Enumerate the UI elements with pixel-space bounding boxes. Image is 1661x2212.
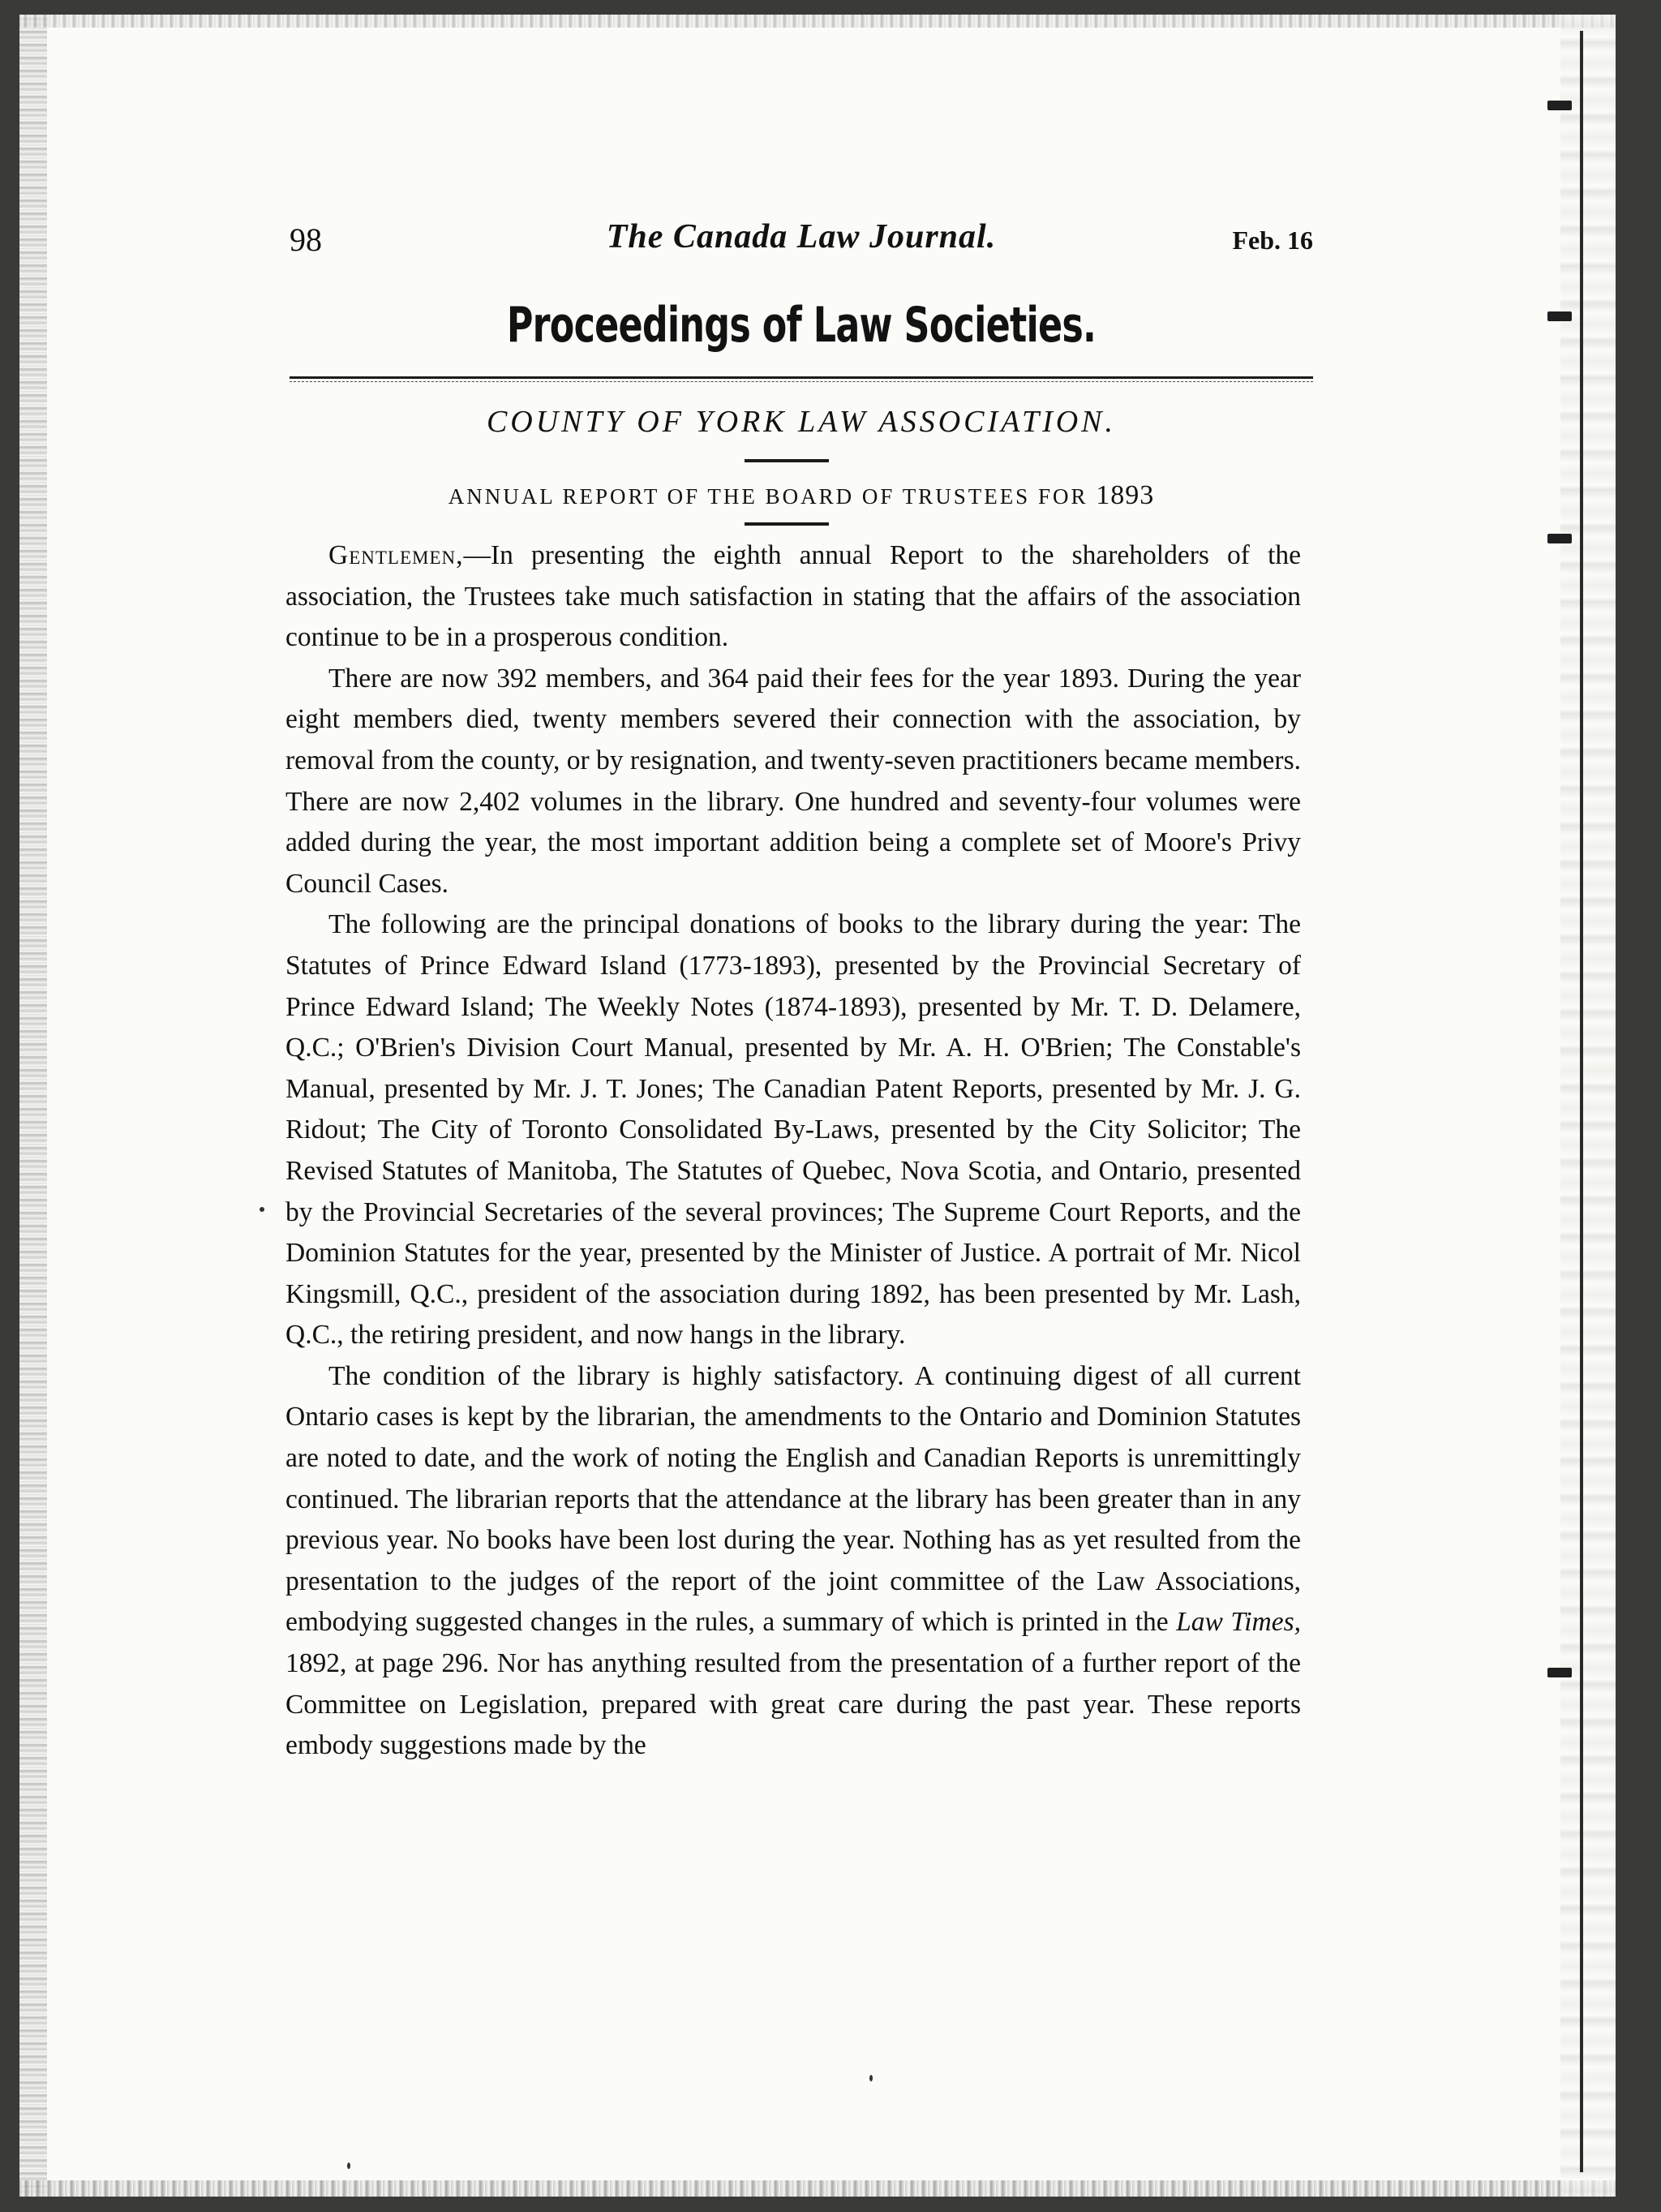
paragraph-1-text: —In presenting the eighth annual Report to the shareholders of the association, the Trustees take much satisfaction in stating that the affairs of the association continue to be in a prosperous condition. bbox=[285, 540, 1301, 653]
journal-title: The Canada Law Journal. bbox=[606, 218, 997, 256]
page-edge-right bbox=[1560, 15, 1616, 2197]
paragraph-4 bbox=[285, 1356, 1301, 1767]
paragraph-3: The following are the principal donations of books to the library during the year: The Statutes of Prince Edward Island (1773-1893), presented by the Provincial Secretary of Prince Edward Island; The Weekly Notes (1874-1893), presented by Mr. T. D. Delamere, Q.C.; O'Brien's Division Court Manual, presented by Mr. A. H. O'Brien; The Constable's Manual, presented by Mr. J. T. Jones; The Canadian Patent Reports, presented by Mr. J. G. Ridout; The City of Toronto Consolidated By-Laws, presented by the City Solicitor; The Revised Statutes of Manitoba, The Statutes of Quebec, Nova Scotia, and Ontario, presented by the Provincial Secretaries of the several provinces; The Supreme Court Reports, and the Dominion Statutes for the year, presented by the Minister of Justice. A portrait of Mr. Nicol Kingsmill, Q.C., president of the association during 1892, has been presented by Mr. Lash, Q.C., the retiring president, and now hangs in the library. bbox=[285, 909, 1301, 1351]
page-edge-left bbox=[19, 15, 47, 2197]
page-date: Feb. 16 bbox=[1232, 225, 1313, 255]
report-subtitle-text: ANNUAL REPORT OF THE BOARD OF TRUSTEES FOR bbox=[448, 484, 1088, 509]
running-head bbox=[290, 214, 1313, 268]
binding-line bbox=[1580, 31, 1583, 2172]
report-body bbox=[285, 535, 1301, 1767]
page-number: 98 bbox=[290, 221, 322, 258]
binding-mark bbox=[1547, 1668, 1572, 1677]
section-rule-dashed bbox=[290, 381, 1313, 382]
short-rule bbox=[745, 522, 829, 526]
ink-speck bbox=[347, 2163, 350, 2169]
paragraph-4-text-b: 1892, at page 296. Nor has anything resulted from the presentation of a further report of the Committee on Legislation, prepared with great care during the past year. These reports embody suggestions made by the bbox=[285, 1648, 1301, 1761]
report-subtitle bbox=[290, 480, 1313, 511]
paragraph-2: There are now 392 members, and 364 paid their fees for the year 1893. During the year eight members died, twenty members severed their connection with the association, by removal from the county, or by resignation, and twenty-seven practitioners became members. There are now 2,402 volumes in the library. One hundred and seventy-four volumes were added during the year, the most important addition being a complete set of Moore's Privy Council Cases. bbox=[285, 663, 1301, 899]
association-title: COUNTY OF YORK LAW ASSOCIATION. bbox=[486, 405, 1117, 439]
page-edge-bottom bbox=[19, 2180, 1616, 2197]
paragraph-4-text-a: The condition of the library is highly satisfactory. A continuing digest of all current Ontario cases is kept by the librarian, the amendments to the Ontario and Dominion Statutes are noted to date, and the work of noting the English and Canadian Reports is unremittingly continued. The librarian reports that the attendance at the library has been greater than in any previous year. No books have been lost during the year. Nothing has as yet resulted from the presentation to the judges of the report of the joint committee of the Law Associations, embodying suggested changes in the rules, a summary of which is printed in the bbox=[285, 1360, 1301, 1638]
report-subtitle-year: 1893 bbox=[1096, 480, 1155, 510]
binding-mark bbox=[1547, 311, 1572, 321]
paragraph-1 bbox=[285, 535, 1301, 659]
ink-speck bbox=[260, 1207, 264, 1212]
page-edge-top bbox=[19, 15, 1616, 28]
salutation: Gentlemen, bbox=[328, 540, 464, 570]
law-times-citation: Law Times, bbox=[1176, 1607, 1301, 1638]
section-rule bbox=[290, 376, 1313, 379]
binding-mark bbox=[1547, 534, 1572, 543]
binding-mark bbox=[1547, 101, 1572, 110]
short-rule bbox=[745, 459, 829, 462]
section-title: Proceedings of Law Societies. bbox=[506, 297, 1097, 354]
ink-speck bbox=[869, 2075, 873, 2081]
